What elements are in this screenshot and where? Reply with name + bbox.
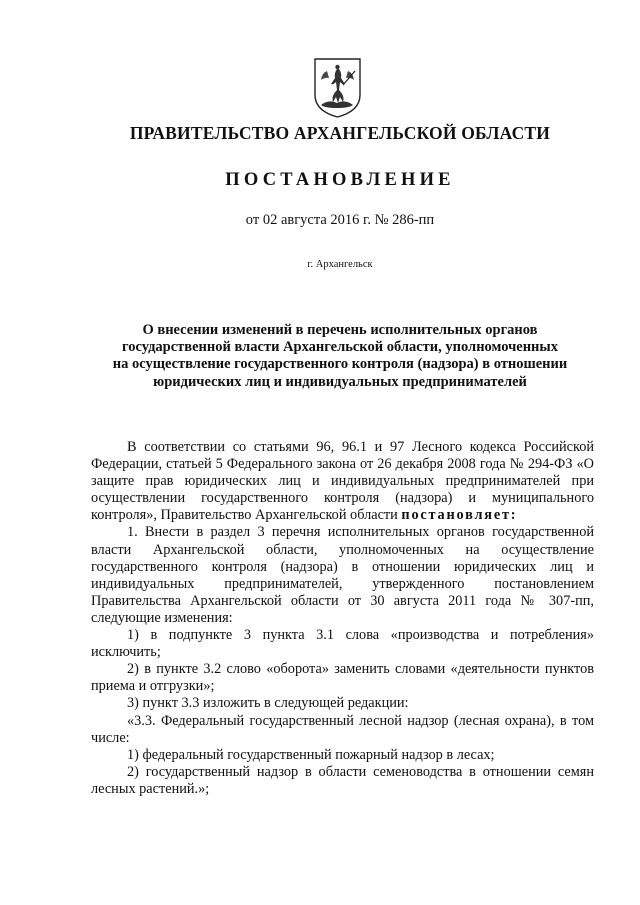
quoted-paragraph: «3.3. Федеральный государственный лесной надзор (лесная охрана), в том числе: (91, 712, 594, 746)
subject-line: государственной власти Архангельской области, уполномоченных (122, 339, 558, 356)
subject-line: юридических лиц и индивидуальных предпринимателей (153, 373, 527, 390)
quoted-subitem-1: 1) федеральный государственный пожарный надзор в лесах; (127, 746, 495, 763)
document-date-number: от 02 августа 2016 г. № 286-пп (245, 212, 435, 228)
intro-text: В соответствии со статьями 96, 96.1 и 97 Лесного кодекса Российской Федерации, статьей 5 Федерального закона от 26 декабря 2008 года № 294-ФЗ «О защите прав юридических лиц и индивидуальных предпринимателей при осуществлении государственного контроля (надзора) и муниципального контроля», Правительство Архангельской области (91, 439, 594, 524)
government-title: ПРАВИТЕЛЬСТВО АРХАНГЕЛЬСКОЙ ОБЛАСТИ (129, 123, 551, 143)
subject-line: на осуществление государственного контроля (надзора) в отношении (112, 356, 568, 373)
coat-of-arms-emblem (313, 57, 362, 119)
subitem-3-paragraph: 3) пункт 3.3 изложить в следующей редакции: (127, 695, 409, 712)
item-1-paragraph: 1. Внести в раздел 3 перечня исполнительных органов государственной власти Архангельской области, уполномоченных на осуществление государственного контроля (надзора) в отношении юридических лиц и индивидуальных предпринимателей, утвержденного постановлением Правительства Архангельской области от 30 августа 2011 года № 307-пп, следующие изменения: (91, 524, 594, 626)
decree-word: постановляет: (401, 507, 518, 524)
subitem-1-paragraph: 1) в подпункте 3 пункта 3.1 слова «производства и потребления» исключить; (91, 627, 594, 661)
document-city: г. Архангельск (307, 259, 373, 270)
subitem-2-paragraph: 2) в пункте 3.2 слово «оборота» заменить словами «деятельности пунктов приема и отгрузки»; (91, 661, 594, 695)
quoted-subitem-2: 2) государственный надзор в области семеноводства в отношении семян лесных растений.»; (91, 763, 594, 797)
document-type: ПОСТАНОВЛЕНИЕ (225, 170, 455, 190)
document-body (91, 439, 594, 798)
document-subject (60, 322, 620, 391)
intro-paragraph (91, 439, 594, 524)
subject-line: О внесении изменений в перечень исполнительных органов (142, 322, 538, 338)
